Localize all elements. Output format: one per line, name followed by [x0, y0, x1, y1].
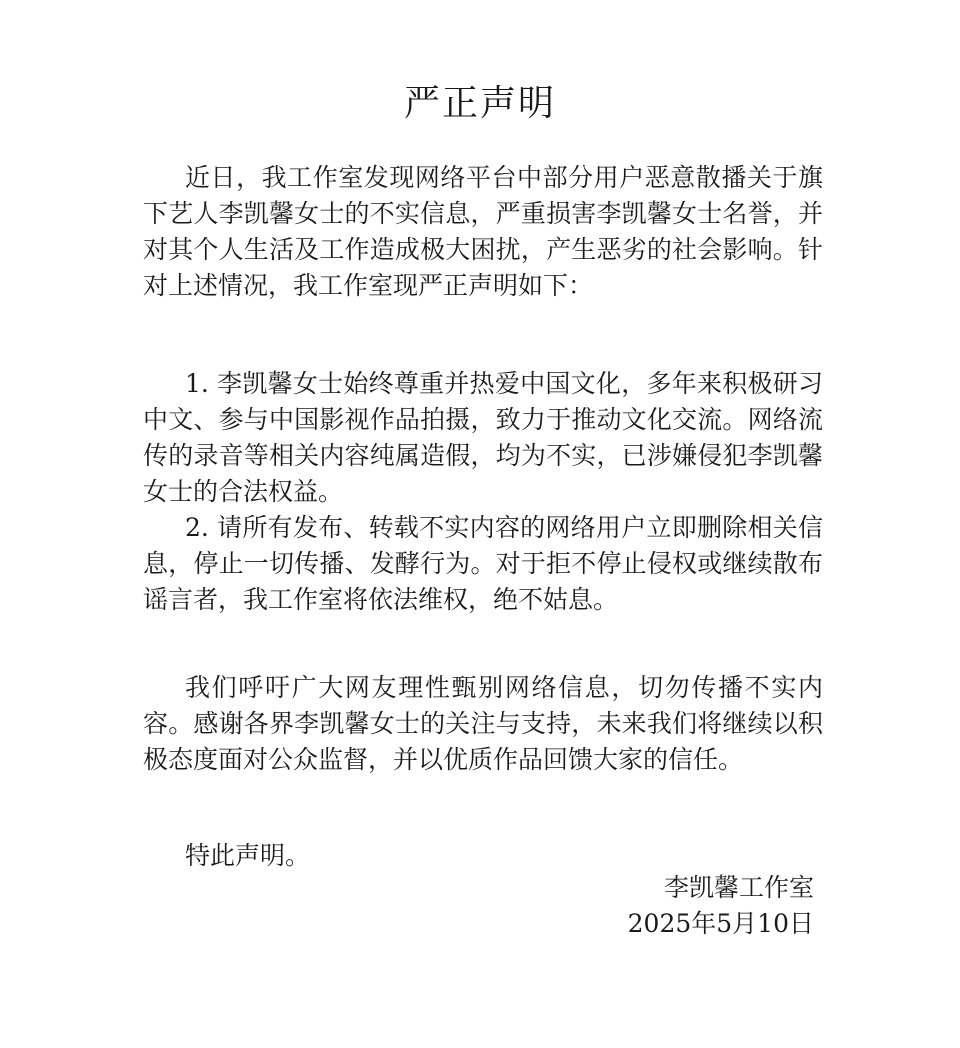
list-item-number: 1.	[185, 369, 209, 398]
intro-paragraph: 近日，我工作室发现网络平台中部分用户恶意散播关于旗下艺人李凯馨女士的不实信息，严重损害李凯馨女士名誉，并对其个人生活及工作造成极大困扰，产生恶劣的社会影响。针对上述情况，我工作室现严正声明如下：	[143, 163, 823, 300]
list-item-2	[143, 510, 823, 618]
statement-date: 2025年5月10日	[627, 909, 814, 938]
list-item-1	[143, 366, 823, 510]
list-item-text: 请所有发布、转载不实内容的网络用户立即删除相关信息，停止一切传播、发酵行为。对于拒不停止侵权或继续散布谣言者，我工作室将依法维权，绝不姑息。	[143, 513, 823, 614]
signature: 李凯馨工作室	[663, 873, 814, 902]
closing-line: 特此声明。	[185, 841, 311, 870]
list-item-text: 李凯馨女士始终尊重并热爱中国文化，多年来积极研习中文、参与中国影视作品拍摄，致力于推动文化交流。网络流传的录音等相关内容纯属造假，均为不实，已涉嫌侵犯李凯馨女士的合法权益。	[143, 369, 823, 506]
statement-list	[143, 366, 823, 618]
appeal-paragraph: 我们呼吁广大网友理性甄别网络信息，切勿传播不实内容。感谢各界李凯馨女士的关注与支持，未来我们将继续以积极态度面对公众监督，并以优质作品回馈大家的信任。	[143, 673, 823, 774]
list-item-number: 2.	[185, 513, 209, 542]
statement-title: 严正声明	[403, 83, 556, 124]
